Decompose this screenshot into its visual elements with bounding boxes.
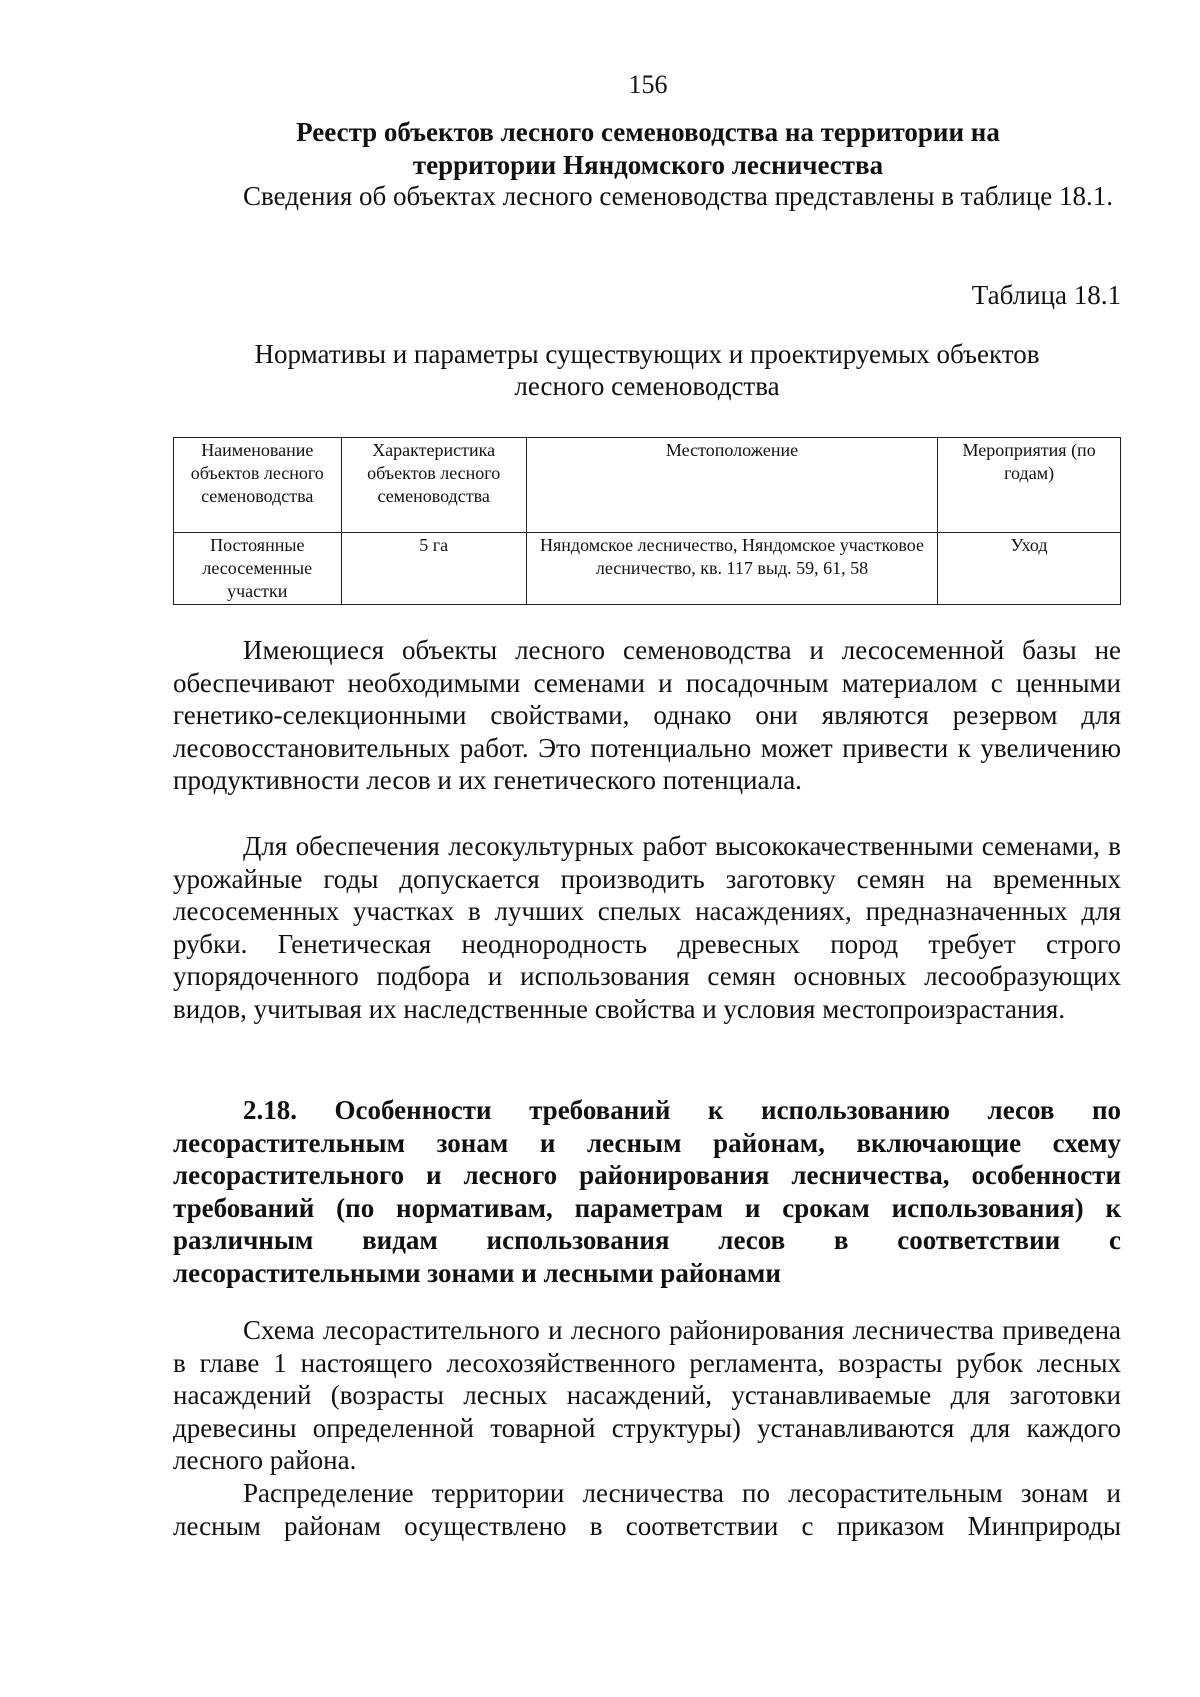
table-cell: 5 га [341, 533, 526, 605]
section-heading: 2.18. Особенности требований к использованию лесов по лесорастительным зонам и лесным районам, включающие схему лесорастительного и лесного районирования лесничества, особенности требований (по нормативам, параметрам и срокам использования) к различным видам использования лесов в соответствии с лесорастительными зонами и лесными районами [173, 1095, 1121, 1288]
intro-paragraph: Сведения об объектах лесного семеноводства представлены в таблице 18.1. [243, 181, 1113, 211]
table-header-row [174, 438, 1121, 533]
page-number: 156 [628, 70, 668, 99]
table-cell: Уход [938, 533, 1121, 605]
document-title [173, 116, 1123, 182]
body-paragraph-1: Имеющиеся объекты лесного семеноводства и лесосеменной базы не обеспечивают необходимыми семенами и посадочным материалом с ценными генетико-селекционными свойствами, однако они являются резервом для лесовосстановительных работ. Это потенциально может привести к увеличению продуктивности лесов и их генетического потенциала. [173, 635, 1121, 796]
table-header-cell: Наименование объектов лесного семеноводства [174, 438, 342, 533]
table-cell: Няндомское лесничество, Няндомское участковое лесничество, кв. 117 выд. 59, 61, 58 [526, 533, 937, 605]
table-caption-line-1: Нормативы и параметры существующих и проектируемых объектов [254, 339, 1040, 369]
title-line-2: территории Няндомского лесничества [412, 150, 884, 180]
table-header-cell: Характеристика объектов лесного семеноводства [341, 438, 526, 533]
table-label: Таблица 18.1 [971, 280, 1121, 310]
section-paragraph-1: Схема лесорастительного и лесного районирования лесничества приведена в главе 1 настоящего лесохозяйственного регламента, возрасты рубок лесных насаждений (возрасты лесных насаждений, устанавливаемые для заготовки древесины определенной товарной структуры) устанавливаются для каждого лесного района. [173, 1315, 1121, 1476]
table-header-cell: Местоположение [526, 438, 937, 533]
table-header-cell: Мероприятия (по годам) [938, 438, 1121, 533]
section-paragraph-2: Распределение территории лесничества по лесорастительным зонам и лесным районам осуществлено в соответствии с приказом Минприроды [173, 1478, 1121, 1541]
table-cell: Постоянные лесосеменные участки [174, 533, 342, 605]
title-line-1: Реестр объектов лесного семеноводства на территории на [296, 117, 1000, 147]
table-caption-line-2: лесного семеноводства [514, 371, 780, 401]
body-paragraph-2: Для обеспечения лесокультурных работ высококачественными семенами, в урожайные годы допускается производить заготовку семян на временных лесосеменных участках в лучших спелых насаждениях, предназначенных для рубки. Генетическая неоднородность древесных пород требует строго упорядоченного подбора и использования семян основных лесообразующих видов, учитывая их наследственные свойства и условия местопроизрастания. [173, 831, 1121, 1024]
table-row [174, 533, 1121, 605]
seed-objects-table [173, 437, 1121, 605]
table-caption [173, 338, 1121, 402]
